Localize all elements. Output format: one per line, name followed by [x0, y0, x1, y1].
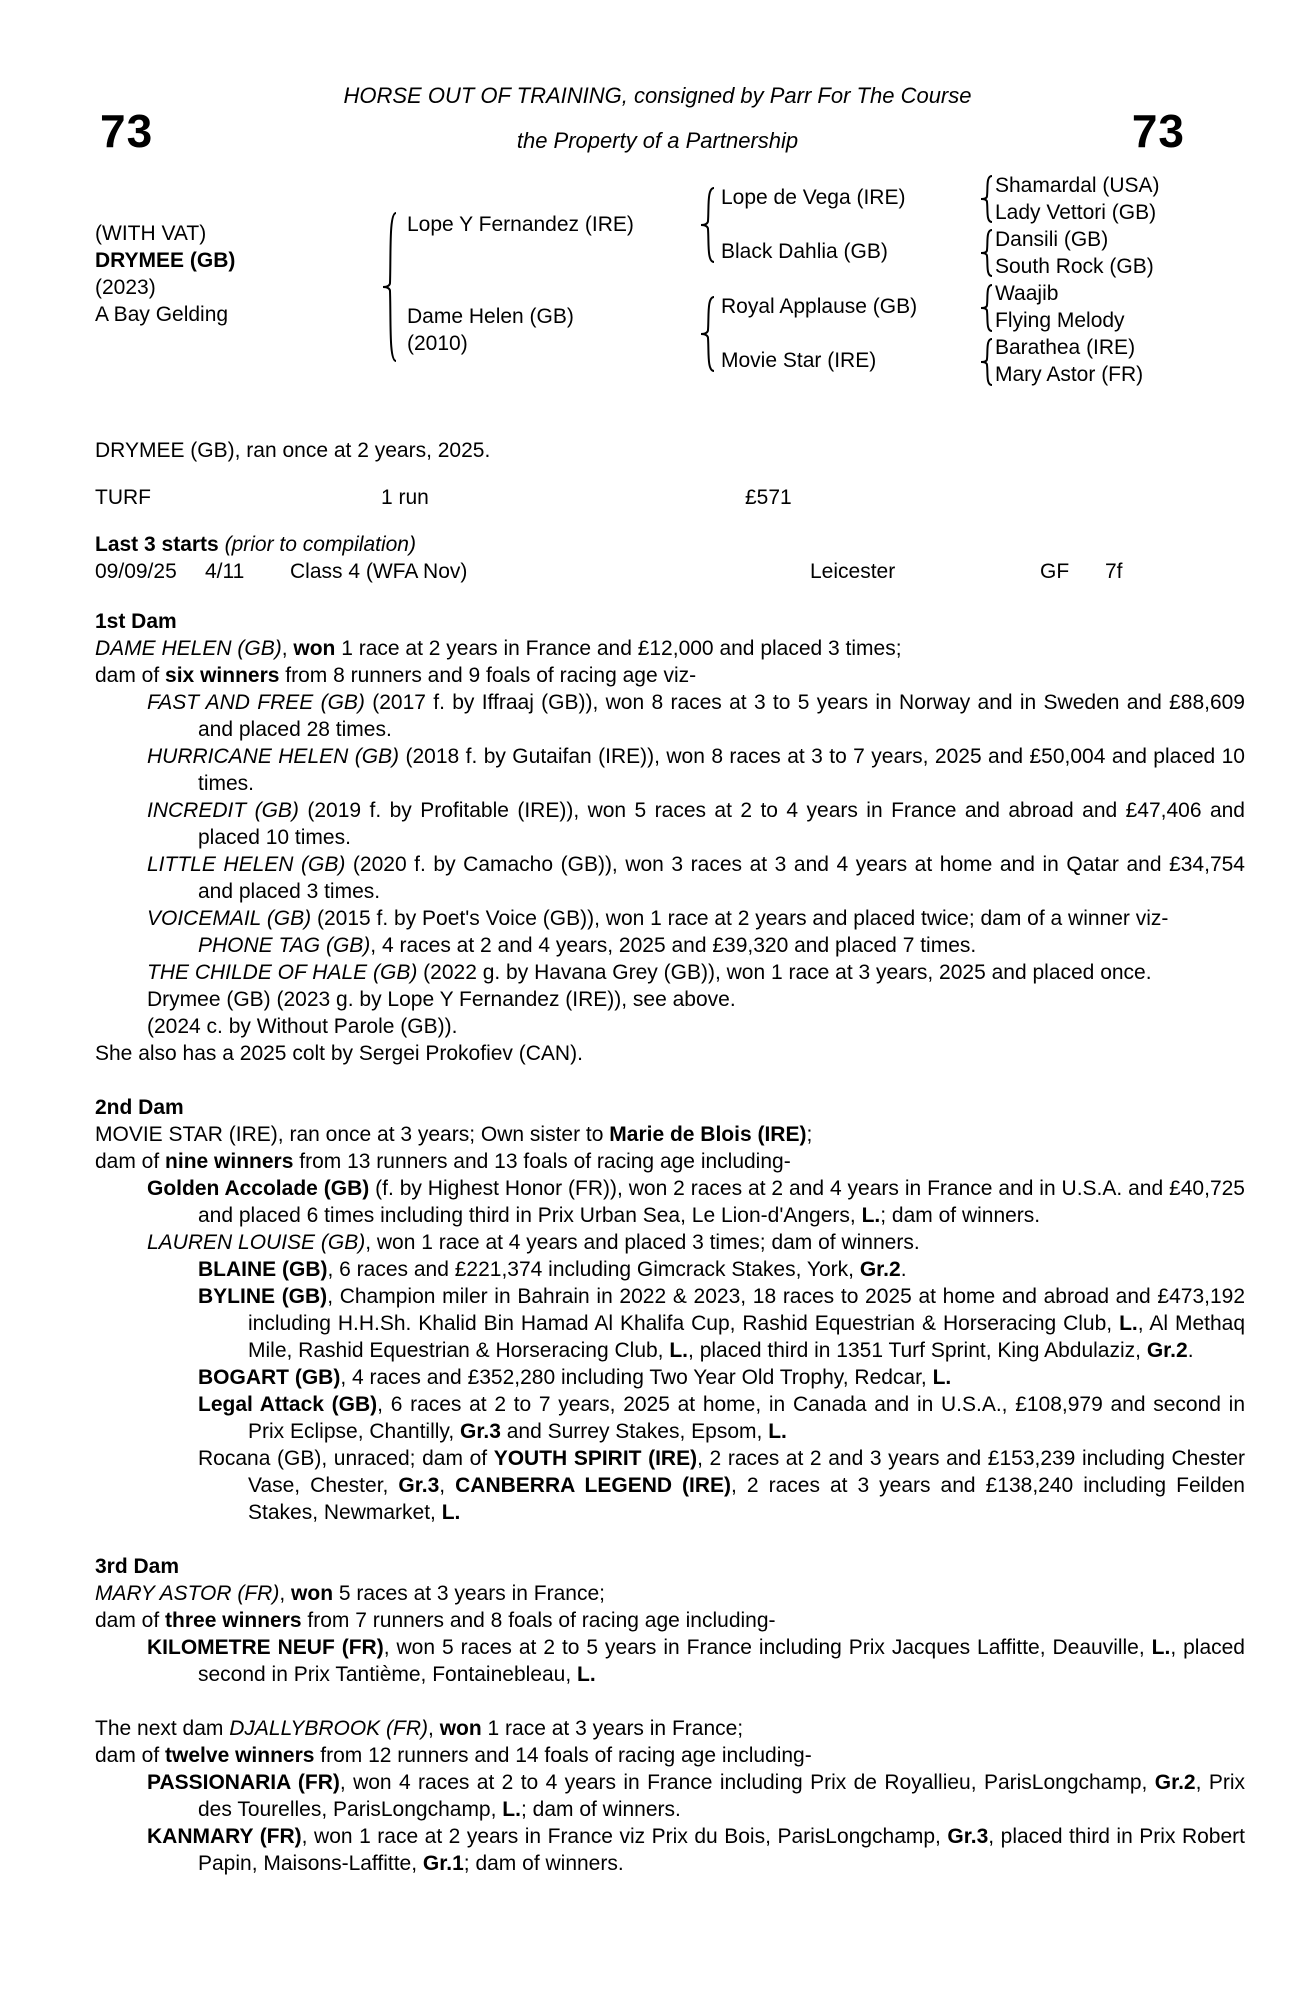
dam-section [95, 608, 1245, 1067]
ancestor-name: South Rock (GB) [995, 255, 1154, 278]
catalogue-paragraph: (2024 c. by Without Parole (GB)). [147, 1015, 458, 1038]
pedigree-brace-sire [699, 187, 715, 263]
catalogue-paragraph: dam of three winners from 7 runners and 8 foals of racing age including- [95, 1609, 776, 1632]
pedigree-brace-gen1 [381, 212, 397, 362]
dam-year: (2010) [407, 332, 468, 355]
property-subtitle: the Property of a Partnership [516, 128, 799, 153]
grandparents-pair-3 [995, 280, 1125, 334]
horse-identity [95, 220, 235, 328]
catalogue-paragraph: PHONE TAG (GB), 4 races at 2 and 4 years, 2025 and £39,320 and placed 7 times. [198, 934, 977, 957]
dam-sections [95, 608, 1245, 1877]
catalogue-paragraph: DAME HELEN (GB), won 1 race at 2 years in France and £12,000 and placed 3 times; [95, 637, 902, 660]
grandparents-pair-1 [995, 172, 1160, 226]
catalogue-paragraph: BYLINE (GB), Champion miler in Bahrain in 2022 & 2023, 18 races to 2025 at home and abroad and £473,192 including H.H.Sh. Khalid Bin Hamad Al Khalifa Cup, Rashid Equestrian & Horseracing Club, L., Al Methaq Mile, Rashid Equestrian & Horseracing Club, L., placed third in 1351 Turf Sprint, King Abdulaziz, Gr.2. [198, 1285, 1245, 1362]
ancestor-name: Lady Vettori (GB) [995, 201, 1157, 224]
ancestor-name: Dansili (GB) [995, 228, 1109, 251]
catalogue-paragraph: dam of twelve winners from 12 runners and 14 foals of racing age including- [95, 1744, 812, 1767]
catalogue-paragraph: KANMARY (FR), won 1 race at 2 years in France viz Prix du Bois, ParisLongchamp, Gr.3, placed third in Prix Robert Papin, Maisons-Laffitte, Gr.1; dam of winners. [147, 1825, 1245, 1875]
earnings-row [95, 484, 1255, 511]
dam-heading: 1st Dam [95, 610, 177, 633]
catalogue-paragraph: LAUREN LOUISE (GB), won 1 race at 4 years and placed 3 times; dam of winners. [147, 1231, 920, 1254]
catalogue-paragraph: INCREDIT (GB) (2019 f. by Profitable (IRE)), won 5 races at 2 to 4 years in France and abroad and £47,406 and placed 10 times. [147, 799, 1245, 849]
sire-sire: Lope de Vega (IRE) [721, 186, 906, 209]
pedigree-brace-dam [699, 296, 715, 372]
pedigree-table [95, 174, 1255, 410]
vat-note: (WITH VAT) [95, 222, 207, 245]
dam-section [95, 1553, 1245, 1688]
dam-section [95, 1715, 1245, 1877]
pedigree-brace-g3-4 [979, 338, 993, 386]
catalogue-paragraph: Legal Attack (GB), 6 races at 2 to 7 years, 2025 at home, in Canada and in U.S.A., £108,979 and second in Prix Eclipse, Chantilly, Gr.3 and Surrey Stakes, Epsom, L. [198, 1393, 1245, 1443]
catalogue-paragraph: THE CHILDE OF HALE (GB) (2022 g. by Havana Grey (GB)), won 1 race at 3 years, 2025 and placed once. [147, 961, 1152, 984]
runs-count: 1 run [381, 486, 429, 509]
catalogue-paragraph: dam of six winners from 8 runners and 9 foals of racing age viz- [95, 664, 697, 687]
catalogue-paragraph: Drymee (GB) (2023 g. by Lope Y Fernandez (IRE)), see above. [147, 988, 736, 1011]
catalogue-paragraph: BLAINE (GB), 6 races and £221,374 including Gimcrack Stakes, York, Gr.2. [198, 1258, 907, 1281]
lot-number-left: 73 [100, 105, 154, 157]
catalogue-paragraph: Golden Accolade (GB) (f. by Highest Honor (FR)), won 2 races at 2 and 4 years in France and in U.S.A. and £40,725 and placed 6 times including third in Prix Urban Sea, Le Lion-d'Angers, L.; dam of winners. [147, 1177, 1245, 1227]
pedigree-brace-g3-2 [979, 229, 993, 277]
start-finish: 4/11 [205, 560, 245, 583]
sire-dam: Black Dahlia (GB) [721, 240, 888, 263]
catalogue-paragraph: She also has a 2025 colt by Sergei Prokofiev (CAN). [95, 1042, 583, 1065]
horse-name: DRYMEE (GB) [95, 249, 236, 272]
start-row [95, 558, 1255, 585]
grandparents-pair-4 [995, 334, 1143, 388]
catalogue-paragraph: Rocana (GB), unraced; dam of YOUTH SPIRIT (IRE), 2 races at 2 and 3 years and £153,239 including Chester Vase, Chester, Gr.3, CANBERRA LEGEND (IRE), 2 races at 3 years and £138,240 including Feilden Stakes, Newmarket, L. [198, 1447, 1246, 1524]
dam-heading: 3rd Dam [95, 1555, 180, 1578]
pedigree-brace-g3-1 [979, 175, 993, 223]
start-course: Leicester [810, 560, 896, 583]
start-distance: 7f [1105, 560, 1123, 583]
catalogue-paragraph: MOVIE STAR (IRE), ran once at 3 years; Own sister to Marie de Blois (IRE); [95, 1123, 813, 1146]
start-race: Class 4 (WFA Nov) [290, 560, 468, 583]
dam-section [95, 1094, 1245, 1526]
grandparents-pair-2 [995, 226, 1154, 280]
lot-number-right: 73 [1131, 105, 1185, 157]
earnings-value: £571 [745, 486, 792, 509]
catalogue-paragraph: VOICEMAIL (GB) (2015 f. by Poet's Voice (GB)), won 1 race at 2 years and placed twice; dam of a winner viz- [147, 907, 1169, 930]
horse-description: A Bay Gelding [95, 303, 229, 326]
catalogue-paragraph: FAST AND FREE (GB) (2017 f. by Iffraaj (GB)), won 8 races at 3 to 5 years in Norway and in Sweden and £88,609 and placed 28 times. [147, 691, 1245, 741]
catalogue-paragraph: MARY ASTOR (FR), won 5 races at 3 years in France; [95, 1582, 605, 1605]
dam-dam: Movie Star (IRE) [721, 349, 877, 372]
ancestor-name: Waajib [995, 282, 1059, 305]
start-going: GF [1040, 560, 1070, 583]
foaling-year: (2023) [95, 276, 156, 299]
ancestor-name: Barathea (IRE) [995, 336, 1136, 359]
catalogue-paragraph: HURRICANE HELEN (GB) (2018 f. by Gutaifan (IRE)), won 8 races at 3 to 7 years, 2025 and £50,004 and placed 10 times. [147, 745, 1245, 795]
pedigree-brace-g3-3 [979, 284, 993, 332]
dam-name: Dame Helen (GB) [407, 305, 574, 328]
sire-name: Lope Y Fernandez (IRE) [407, 213, 634, 236]
catalogue-paragraph: BOGART (GB), 4 races and £352,280 including Two Year Old Trophy, Redcar, L. [198, 1366, 952, 1389]
start-date: 09/09/25 [95, 560, 177, 583]
catalogue-paragraph: dam of nine winners from 13 runners and 13 foals of racing age including- [95, 1150, 791, 1173]
catalogue-paragraph: LITTLE HELEN (GB) (2020 f. by Camacho (GB)), won 3 races at 3 and 4 years at home and in Qatar and £34,754 and placed 3 times. [147, 853, 1245, 903]
last-starts-label: Last 3 starts [95, 533, 219, 556]
dam-sire: Royal Applause (GB) [721, 295, 918, 318]
ancestor-name: Flying Melody [995, 309, 1125, 332]
catalogue-paragraph: The next dam DJALLYBROOK (FR), won 1 race at 3 years in France; [95, 1717, 744, 1740]
ancestor-name: Mary Astor (FR) [995, 363, 1144, 386]
last-starts-note: (prior to compilation) [224, 533, 416, 556]
dam-heading: 2nd Dam [95, 1096, 184, 1119]
catalogue-paragraph: PASSIONARIA (FR), won 4 races at 2 to 4 years in France including Prix de Royallieu, ParisLongchamp, Gr.2, Prix des Tourelles, ParisLongchamp, L.; dam of winners. [147, 1771, 1245, 1821]
last-starts-header [95, 531, 416, 558]
surface-label: TURF [95, 486, 151, 509]
race-summary: DRYMEE (GB), ran once at 2 years, 2025. [95, 439, 491, 462]
dam-name-block [407, 303, 574, 357]
consignment-title: HORSE OUT OF TRAINING, consigned by Parr For The Course [343, 83, 972, 108]
ancestor-name: Shamardal (USA) [995, 174, 1160, 197]
catalogue-paragraph: KILOMETRE NEUF (FR), won 5 races at 2 to 5 years in France including Prix Jacques Laffitte, Deauville, L., placed second in Prix Tantième, Fontainebleau, L. [147, 1636, 1245, 1686]
